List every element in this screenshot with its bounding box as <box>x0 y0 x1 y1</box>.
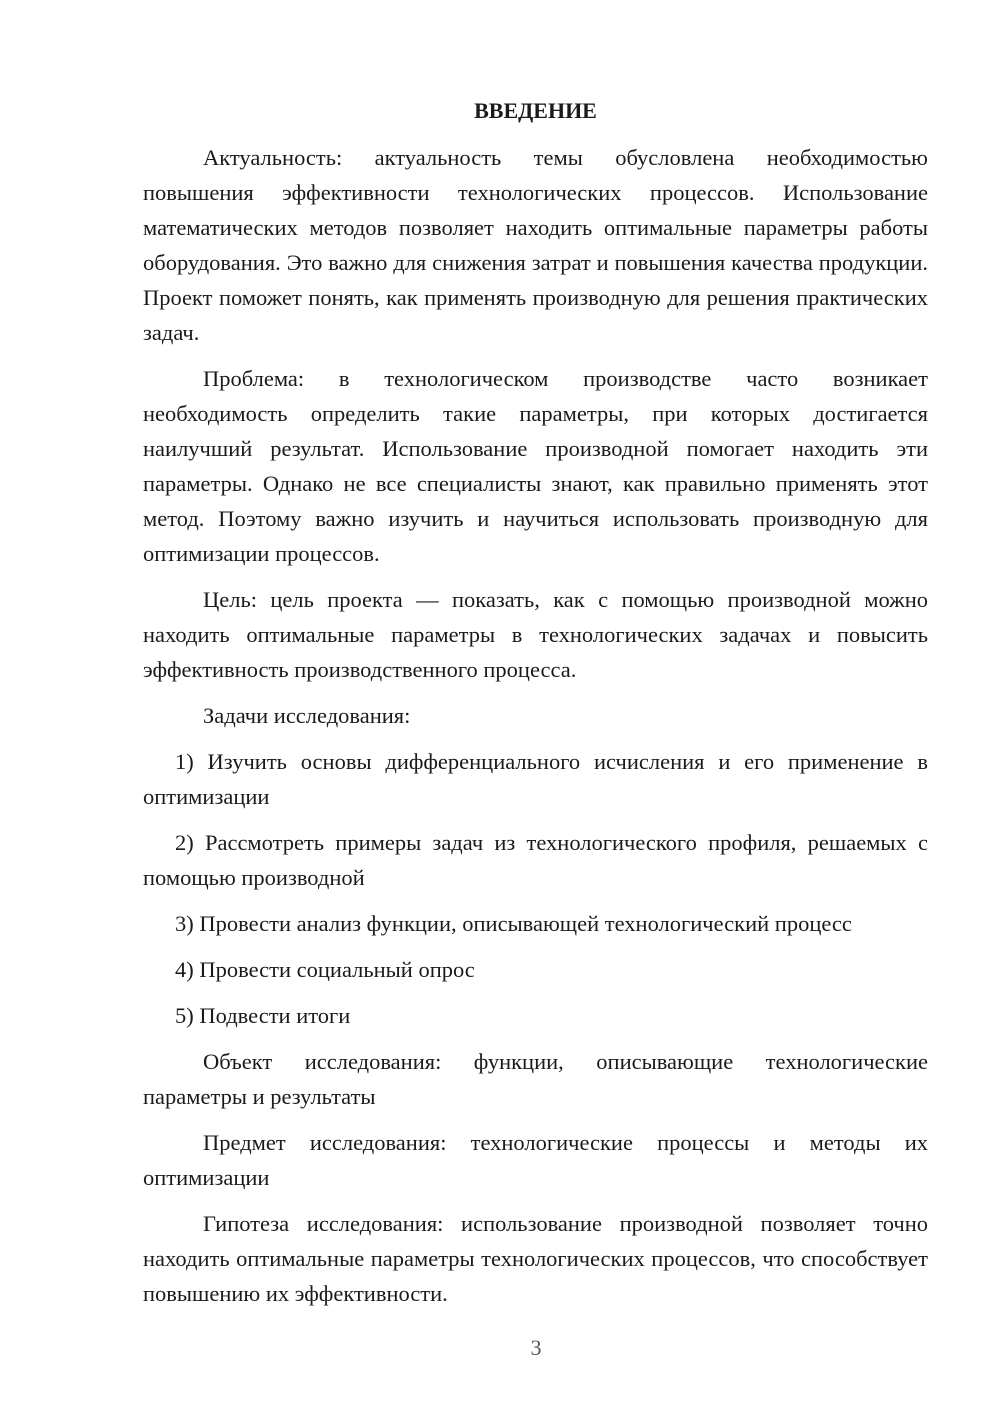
paragraph-subject: Предмет исследования: технологические процессы и методы их оптимизации <box>143 1130 928 1190</box>
paragraph-object: Объект исследования: функции, описывающие технологические параметры и результаты <box>143 1049 928 1109</box>
task-item-1: 1) Изучить основы дифференциального исчисления и его применение в оптимизации <box>143 749 928 809</box>
paragraph-problem: Проблема: в технологическом производстве часто возникает необходимость определить такие параметры, при которых достигается наилучший результат. Использование производной помогает находить эти параметры. Однако не все специалисты знают, как правильно применять этот метод. Поэтому важно изучить и научиться использовать производную для оптимизации процессов. <box>143 366 928 566</box>
task-item-2: 2) Рассмотреть примеры задач из технологического профиля, решаемых с помощью производной <box>143 830 928 890</box>
task-item-5: 5) Подвести итоги <box>175 1003 351 1028</box>
page-content <box>143 93 928 1322</box>
task-item-4: 4) Провести социальный опрос <box>175 957 475 982</box>
section-heading: ВВЕДЕНИЕ <box>474 98 597 123</box>
paragraph-hypothesis: Гипотеза исследования: использование производной позволяет точно находить оптимальные параметры технологических процессов, что способствует повышению их эффективности. <box>143 1211 928 1306</box>
page-number: 3 <box>530 1335 542 1360</box>
paragraph-relevance: Актуальность: актуальность темы обусловлена необходимостью повышения эффективности технологических процессов. Использование математических методов позволяет находить оптимальные параметры работы оборудования. Это важно для снижения затрат и повышения качества продукции. Проект поможет понять, как применять производную для решения практических задач. <box>143 145 928 345</box>
tasks-title: Задачи исследования: <box>203 703 411 728</box>
task-item-3: 3) Провести анализ функции, описывающей технологический процесс <box>175 911 852 936</box>
paragraph-goal: Цель: цель проекта — показать, как с помощью производной можно находить оптимальные параметры в технологических задачах и повысить эффективность производственного процесса. <box>143 587 928 682</box>
